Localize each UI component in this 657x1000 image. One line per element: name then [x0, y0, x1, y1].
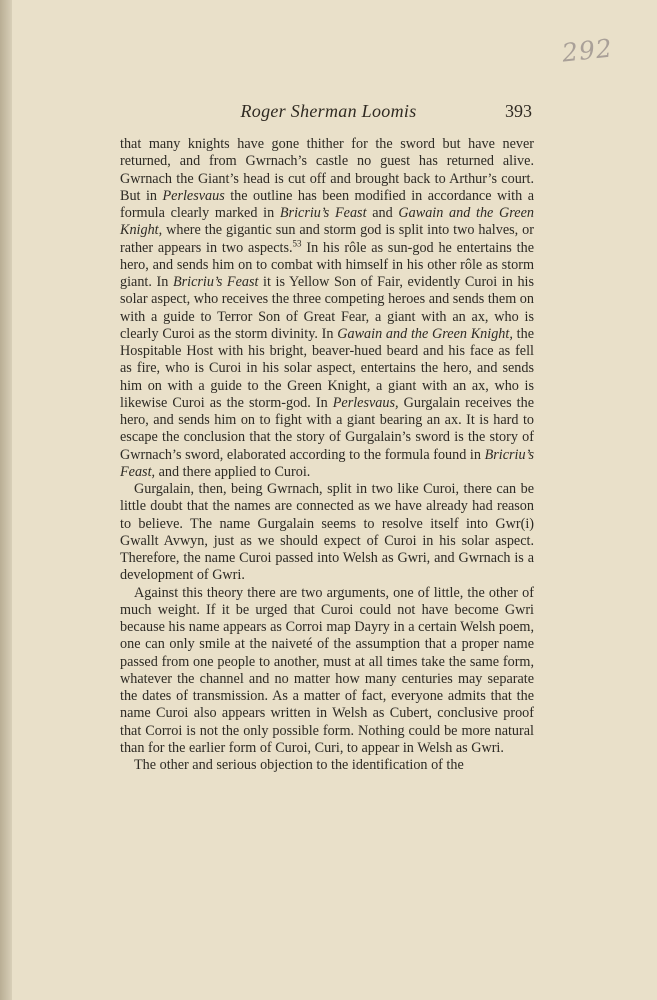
italic-title: Bricriu’s Feast	[279, 205, 367, 221]
paragraph-2: Gurgalain, then, being Gwrnach, split in two like Curoi, there can be little doubt that the names are connected as we have already had reason to believe. The name Gurgalain seems to resolve itself into Gwr(i) Gwallt Avwyn, just as we should expect of Curoi in his solar aspect. Therefore, the name Curoi passed into Welsh as Gwri, and Gwrnach is a development of Gwri.	[120, 481, 534, 584]
text-run: where the gigantic sun and storm god is split into two halves, or rather appears in two aspects.	[120, 222, 534, 256]
body-text	[120, 136, 534, 774]
italic-title: Gawain and the Green Knight,	[120, 205, 534, 239]
paragraph-4: The other and serious objection to the identification of the	[134, 757, 464, 773]
paragraph-1	[120, 136, 534, 481]
footnote-ref: 53	[292, 237, 302, 248]
page-number: 393	[505, 101, 532, 121]
italic-title: Perlesvaus	[162, 187, 225, 204]
paragraph-3: Against this theory there are two arguments, one of little, the other of much weight. If it be urged that Curoi could not have become Gwri because his name appears as Corroi map Dayry in a certain Welsh poem, one can only smile at the naiveté of the assumption that a proper name passed from one people to another, must at all times take the same form, whatever the channel and no matter how many centuries may separate the dates of transmission. As a matter of fact, everyone admits that the name Curoi also appears written in Welsh as Cubert, conclusive proof that Corroi is not the only possible form. Nothing could be more natural than for the earlier form of Curoi, Curi, to appear in Welsh as Gwri.	[120, 584, 534, 756]
italic-title: Gawain and the Green Knight,	[337, 325, 513, 342]
archive-pencil-mark: 292	[560, 33, 615, 68]
text-run: the outline has been modified in accordance with a formula clearly marked in	[120, 187, 534, 221]
text-run: it is Yellow Son of Fair, evidently Curoi in his solar aspect, who receives the three competing heroes and sends them on with a guide to Terror Son of Great Fear, a giant with an ax, who is clearly Curoi as the storm divinity. In	[120, 274, 534, 342]
running-title: Roger Sherman Loomis	[240, 101, 417, 121]
italic-title: Bricriu’s Feast	[172, 274, 259, 290]
italic-title: Perlesvaus,	[332, 394, 399, 411]
italic-title: Bricriu’s Feast,	[120, 446, 534, 480]
text-run: that many knights have gone thither for the sword but have never returned, and from Gwrnach’s castle no guest has returned alive. Gwrnach the Giant’s head is cut off and brought back to Arthur’s court. But in	[120, 136, 534, 204]
page-gutter-shadow	[0, 0, 12, 1000]
text-run: the Hospitable Host with his bright, beaver-hued beard and his face as fell as fire, who is Curoi in his solar aspect, entertains the hero, and sends him on with a guide to the Green Knight, a giant with an ax, who is likewise Curoi as the storm-god. In	[120, 325, 534, 411]
text-run: and	[366, 205, 399, 221]
running-header	[0, 101, 657, 125]
text-run: and there applied to Curoi.	[155, 463, 311, 480]
text-run: Gurgalain receives the hero, and sends him on to fight with a giant bearing an ax. It is hard to escape the conclusion that the story of Gurgalain’s sword is the story of Gwrnach’s sword, elaborated according to the formula found in	[120, 394, 534, 463]
text-run: In his rôle as sun-god he entertains the hero, and sends him on to combat with himself in his other rôle as storm giant. In	[120, 239, 534, 290]
